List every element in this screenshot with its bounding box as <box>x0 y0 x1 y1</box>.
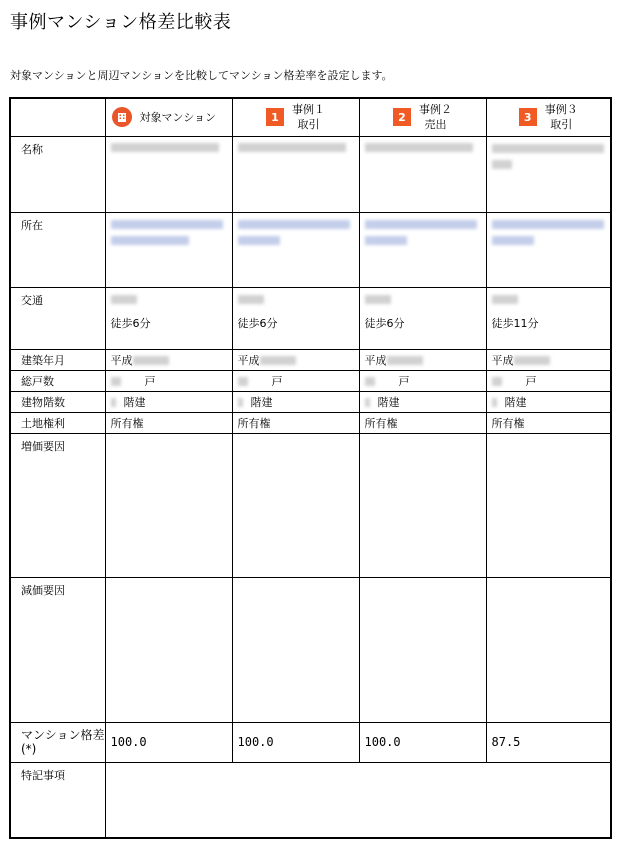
name-cell <box>359 136 486 212</box>
units-cell <box>105 370 232 391</box>
units-cell <box>232 370 359 391</box>
name-cell <box>105 136 232 212</box>
diff-value: 100.0 <box>232 722 359 762</box>
land-cell: 所有権 <box>232 412 359 433</box>
decrease-cell <box>486 577 611 722</box>
comparison-table <box>9 97 612 839</box>
redacted-text <box>238 143 346 152</box>
case-3-label: 事例３ <box>544 103 578 117</box>
redacted-text <box>365 398 370 407</box>
label-notes: 特記事項 <box>10 762 105 838</box>
walk-time: 徒歩11分 <box>491 316 539 330</box>
built-era: 平成 <box>237 353 260 367</box>
building-icon <box>112 107 132 127</box>
diff-value: 100.0 <box>359 722 486 762</box>
row-diff <box>10 722 611 762</box>
label-transport: 交通 <box>10 287 105 349</box>
label-built: 建築年月 <box>10 349 105 370</box>
floors-cell <box>486 391 611 412</box>
location-cell <box>232 212 359 287</box>
built-era: 平成 <box>491 353 514 367</box>
redacted-text <box>365 295 391 304</box>
built-cell <box>486 349 611 370</box>
row-notes <box>10 762 611 838</box>
row-transport <box>10 287 611 349</box>
row-name <box>10 136 611 212</box>
row-decrease <box>10 577 611 722</box>
case-2-badge: 2 <box>393 108 411 126</box>
case-1-type: 取引 <box>297 118 320 132</box>
floors-suffix: 階建 <box>377 395 400 409</box>
floors-suffix: 階建 <box>504 395 527 409</box>
redacted-text <box>111 295 137 304</box>
location-cell <box>359 212 486 287</box>
redacted-text <box>111 220 223 229</box>
increase-cell <box>486 433 611 577</box>
redacted-text <box>514 356 550 365</box>
name-cell <box>486 136 611 212</box>
label-decrease: 減価要因 <box>10 577 105 722</box>
redacted-text <box>238 398 243 407</box>
label-name: 名称 <box>10 136 105 212</box>
redacted-text <box>260 356 296 365</box>
units-suffix: 戸 <box>271 374 283 388</box>
decrease-cell <box>105 577 232 722</box>
redacted-text <box>492 220 604 229</box>
label-units: 総戸数 <box>10 370 105 391</box>
header-case-1 <box>232 98 359 136</box>
increase-cell <box>232 433 359 577</box>
floors-cell <box>359 391 486 412</box>
transport-cell <box>486 287 611 349</box>
diff-value: 87.5 <box>486 722 611 762</box>
transport-cell <box>232 287 359 349</box>
redacted-text <box>492 144 604 153</box>
redacted-text <box>111 377 121 386</box>
redacted-text <box>111 143 219 152</box>
units-suffix: 戸 <box>398 374 410 388</box>
land-cell: 所有権 <box>359 412 486 433</box>
corner-cell <box>10 98 105 136</box>
built-cell <box>359 349 486 370</box>
location-cell <box>105 212 232 287</box>
units-suffix: 戸 <box>525 374 537 388</box>
redacted-text <box>365 220 477 229</box>
increase-cell <box>105 433 232 577</box>
land-cell: 所有権 <box>105 412 232 433</box>
redacted-text <box>111 398 116 407</box>
walk-time: 徒歩6分 <box>110 316 151 330</box>
header-case-2 <box>359 98 486 136</box>
built-era: 平成 <box>364 353 387 367</box>
built-cell <box>105 349 232 370</box>
increase-cell <box>359 433 486 577</box>
redacted-text <box>238 295 264 304</box>
row-increase <box>10 433 611 577</box>
decrease-cell <box>232 577 359 722</box>
redacted-text <box>238 377 248 386</box>
redacted-text <box>492 377 502 386</box>
redacted-text <box>387 356 423 365</box>
case-1-label: 事例１ <box>292 103 325 117</box>
redacted-text <box>133 356 169 365</box>
floors-cell <box>105 391 232 412</box>
case-2-type: 売出 <box>424 118 447 132</box>
label-land: 土地権利 <box>10 412 105 433</box>
header-case-3 <box>486 98 611 136</box>
diff-value: 100.0 <box>105 722 232 762</box>
redacted-text <box>365 377 375 386</box>
case-3-type: 取引 <box>550 118 573 132</box>
units-cell <box>486 370 611 391</box>
transport-cell <box>105 287 232 349</box>
header-row <box>10 98 611 136</box>
row-built <box>10 349 611 370</box>
units-suffix: 戸 <box>144 374 156 388</box>
row-land <box>10 412 611 433</box>
redacted-text <box>492 160 512 169</box>
redacted-text <box>111 236 189 245</box>
redacted-text <box>492 295 518 304</box>
built-cell <box>232 349 359 370</box>
floors-suffix: 階建 <box>250 395 273 409</box>
name-cell <box>232 136 359 212</box>
floors-cell <box>232 391 359 412</box>
land-cell: 所有権 <box>486 412 611 433</box>
case-3-badge: 3 <box>519 108 537 126</box>
location-cell <box>486 212 611 287</box>
row-units <box>10 370 611 391</box>
redacted-text <box>238 220 350 229</box>
transport-cell <box>359 287 486 349</box>
header-target <box>105 98 232 136</box>
floors-suffix: 階建 <box>123 395 146 409</box>
built-era: 平成 <box>110 353 133 367</box>
case-1-badge: 1 <box>266 108 284 126</box>
redacted-text <box>492 398 497 407</box>
label-location: 所在 <box>10 212 105 287</box>
case-2-label: 事例２ <box>419 103 452 117</box>
label-diff: マンション格差(*) <box>10 722 105 762</box>
redacted-text <box>238 236 280 245</box>
walk-time: 徒歩6分 <box>364 316 405 330</box>
decrease-cell <box>359 577 486 722</box>
notes-cell <box>105 762 611 838</box>
label-increase: 増価要因 <box>10 433 105 577</box>
row-location <box>10 212 611 287</box>
units-cell <box>359 370 486 391</box>
page-description: 対象マンションと周辺マンションを比較してマンション格差率を設定します。 <box>10 69 393 82</box>
walk-time: 徒歩6分 <box>237 316 278 330</box>
redacted-text <box>492 236 534 245</box>
row-floors <box>10 391 611 412</box>
header-target-label: 対象マンション <box>139 111 217 125</box>
redacted-text <box>365 143 473 152</box>
redacted-text <box>365 236 407 245</box>
page-title: 事例マンション格差比較表 <box>10 12 232 33</box>
label-floors: 建物階数 <box>10 391 105 412</box>
